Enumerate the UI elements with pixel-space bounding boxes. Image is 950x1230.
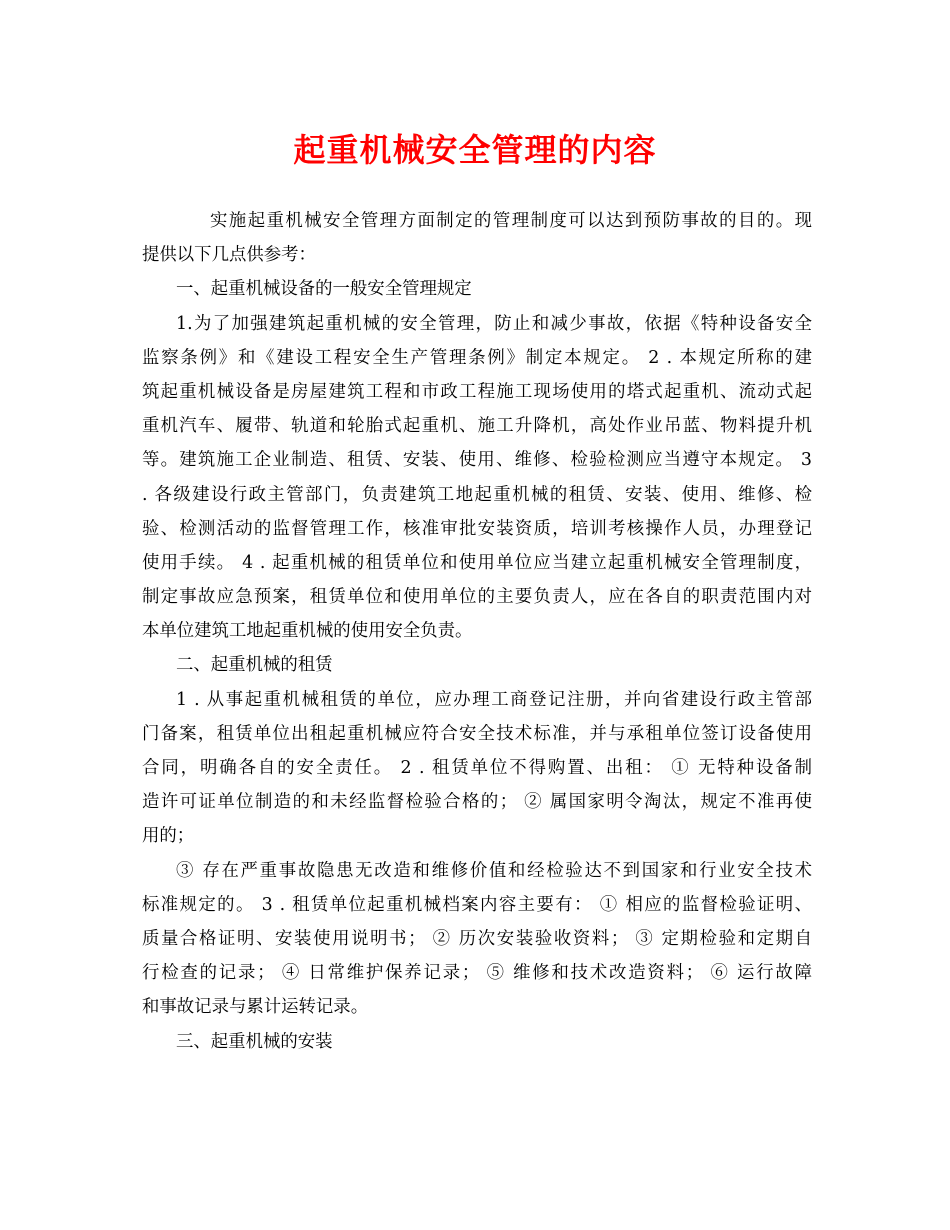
paragraph-line: . 各级建设行政主管部门，负责建筑工地起重机械的租赁、安装、使用、维修、检 (142, 484, 812, 505)
paragraph-line: 筑起重机械设备是房屋建筑工程和市政工程施工现场使用的塔式起重机、流动式起 (142, 381, 812, 402)
section-heading: 二、起重机械的租赁 (176, 655, 333, 676)
paragraph-line: 提供以下几点供参考： (142, 245, 316, 266)
paragraph-line: 使用手续。 4 . 起重机械的租赁单位和使用单位应当建立起重机械安全管理制度， (142, 552, 812, 573)
paragraph-line: 门备案，租赁单位出租起重机械应符合安全技术标准，并与承租单位签订设备使用 (142, 723, 812, 744)
paragraph-line: 1 . 从事起重机械租赁的单位，应办理工商登记注册，并向省建设行政主管部 (176, 689, 812, 710)
document-body (142, 204, 812, 1059)
paragraph-line: 制定事故应急预案，租赁单位和使用单位的主要负责人，应在各自的职责范围内对 (142, 587, 812, 608)
paragraph-line: 监察条例》和《建设工程安全生产管理条例》制定本规定。 2 . 本规定所称的建 (142, 347, 812, 368)
paragraph-line: 质量合格证明、安装使用说明书； ② 历次安装验收资料； ③ 定期检验和定期自 (142, 928, 812, 949)
section-heading: 一、起重机械设备的一般安全管理规定 (176, 279, 472, 300)
paragraph-line: 用的； (142, 826, 195, 847)
paragraph-line: 造许可证单位制造的和未经监督检验合格的； ② 属国家明令淘汰，规定不准再使 (142, 792, 812, 813)
paragraph-line: 和事故记录与累计运转记录。 (142, 997, 369, 1018)
paragraph-line: 本单位建筑工地起重机械的使用安全负责。 (142, 621, 473, 642)
paragraph-line: 1.为了加强建筑起重机械的安全管理，防止和减少事故，依据《特种设备安全 (176, 313, 812, 334)
document-title: 起重机械安全管理的内容 (293, 131, 657, 169)
paragraph-line: 等。建筑施工企业制造、租赁、安装、使用、维修、检验检测应当遵守本规定。 3 (142, 450, 812, 471)
paragraph-line: 行检查的记录； ④ 日常维护保养记录； ⑤ 维修和技术改造资料； ⑥ 运行故障 (142, 963, 812, 984)
paragraph-line: 验、检测活动的监督管理工作，核准审批安装资质，培训考核操作人员，办理登记 (142, 518, 812, 539)
paragraph-line: 合同，明确各自的安全责任。 2 . 租赁单位不得购置、出租： ① 无特种设备制 (142, 758, 812, 778)
paragraph-line: 实施起重机械安全管理方面制定的管理制度可以达到预防事故的目的。现 (210, 211, 812, 231)
paragraph-line: ③ 存在严重事故隐患无改造和维修价值和经检验达不到国家和行业安全技术 (176, 860, 812, 881)
paragraph-line: 重机汽车、履带、轨道和轮胎式起重机、施工升降机，高处作业吊蓝、物料提升机 (142, 416, 812, 437)
section-heading: 三、起重机械的安装 (176, 1031, 333, 1052)
paragraph-line: 标准规定的。 3 . 租赁单位起重机械档案内容主要有： ① 相应的监督检验证明、 (142, 894, 812, 915)
